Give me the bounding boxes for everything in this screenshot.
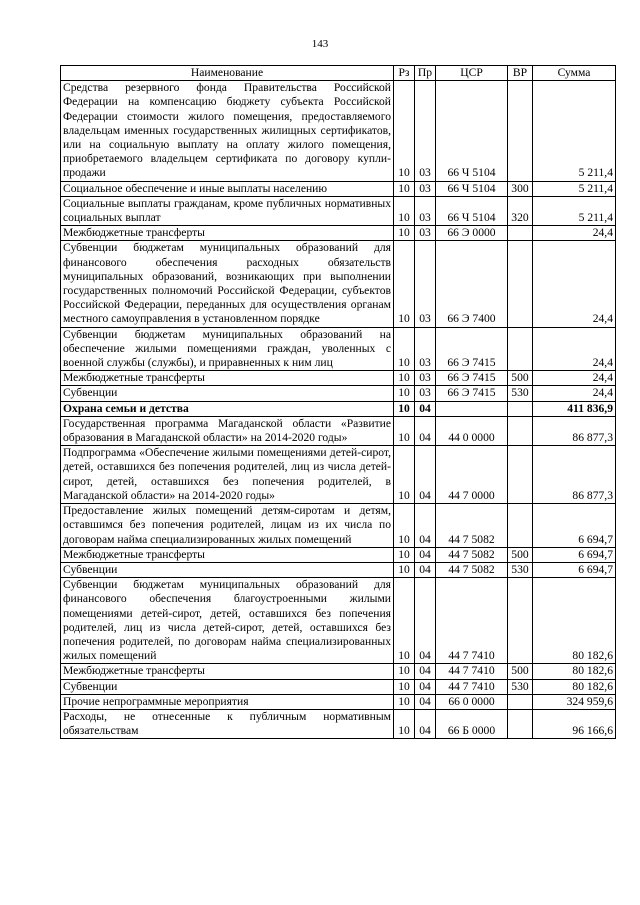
row-name-cell: Субвенции bbox=[61, 562, 394, 577]
table-row bbox=[61, 327, 616, 371]
row-pr-cell: 03 bbox=[415, 386, 436, 401]
row-vr-cell: 530 bbox=[508, 562, 533, 577]
row-name-cell: Прочие непрограммные мероприятия bbox=[61, 694, 394, 709]
table-row bbox=[61, 547, 616, 562]
row-vr-cell: 530 bbox=[508, 386, 533, 401]
row-sum-cell: 24,4 bbox=[533, 226, 616, 241]
row-csr-cell: 66 Ч 5104 bbox=[436, 81, 508, 181]
row-rz-cell: 10 bbox=[394, 401, 415, 416]
row-csr-cell: 44 7 5082 bbox=[436, 562, 508, 577]
row-name-cell: Субвенции бюджетам муниципальных образований для финансового обеспечения благоустроенными жилыми помещениями детей-сирот, детей, оставшихся без попечения родителей, лиц из числа детей-сирот, детей, оставшихся без попечения родителей, по договорам найма специализированных жилых помещений bbox=[61, 578, 394, 664]
row-csr-cell: 66 Э 7415 bbox=[436, 327, 508, 371]
table-row bbox=[61, 416, 616, 445]
row-rz-cell: 10 bbox=[394, 562, 415, 577]
row-name-cell: Субвенции бюджетам муниципальных образований для финансового обеспечения расходных обязательств муниципальных образований, возникающих при выполнении государственных полномочий Российской Федерации, субъектов Российской Федерации, переданных для осуществления органам местного самоуправления в установленном порядке bbox=[61, 241, 394, 327]
table-row bbox=[61, 401, 616, 416]
row-csr-cell: 44 7 5082 bbox=[436, 504, 508, 548]
row-rz-cell: 10 bbox=[394, 709, 415, 738]
row-rz-cell: 10 bbox=[394, 446, 415, 504]
row-vr-cell bbox=[508, 401, 533, 416]
row-pr-cell: 03 bbox=[415, 371, 436, 386]
budget-table bbox=[60, 65, 616, 739]
row-sum-cell: 24,4 bbox=[533, 371, 616, 386]
row-sum-cell: 24,4 bbox=[533, 241, 616, 327]
row-sum-cell: 6 694,7 bbox=[533, 547, 616, 562]
table-row bbox=[61, 226, 616, 241]
row-name-cell: Охрана семьи и детства bbox=[61, 401, 394, 416]
row-csr-cell: 66 Э 7400 bbox=[436, 241, 508, 327]
row-rz-cell: 10 bbox=[394, 327, 415, 371]
table-row bbox=[61, 81, 616, 181]
row-vr-cell bbox=[508, 578, 533, 664]
table-row bbox=[61, 578, 616, 664]
row-rz-cell: 10 bbox=[394, 386, 415, 401]
row-pr-cell: 04 bbox=[415, 446, 436, 504]
row-sum-cell: 324 959,6 bbox=[533, 694, 616, 709]
row-name-cell: Социальное обеспечение и иные выплаты населению bbox=[61, 181, 394, 196]
row-name-cell: Субвенции bbox=[61, 679, 394, 694]
row-pr-cell: 04 bbox=[415, 664, 436, 679]
row-vr-cell bbox=[508, 504, 533, 548]
row-pr-cell: 03 bbox=[415, 241, 436, 327]
row-name-cell: Субвенции bbox=[61, 386, 394, 401]
row-pr-cell: 04 bbox=[415, 401, 436, 416]
row-sum-cell: 96 166,6 bbox=[533, 709, 616, 738]
row-pr-cell: 04 bbox=[415, 547, 436, 562]
row-name-cell: Межбюджетные трансферты bbox=[61, 226, 394, 241]
row-csr-cell: 44 7 5082 bbox=[436, 547, 508, 562]
row-name-cell: Средства резервного фонда Правительства Российской Федерации на компенсацию бюджету субъекта Российской Федерации стоимости жилого помещения, предоставляемого владельцам именных государственных жилищных сертификатов, или на социальную выплату на оплату жилого помещения, приобретаемого владельцем сертификата по договору купли-продажи bbox=[61, 81, 394, 181]
row-pr-cell: 03 bbox=[415, 327, 436, 371]
row-pr-cell: 03 bbox=[415, 226, 436, 241]
row-name-cell: Субвенции бюджетам муниципальных образований на обеспечение жилыми помещениями граждан, уволенных с военной службы (службы), и приравненных к ним лиц bbox=[61, 327, 394, 371]
row-csr-cell: 66 Ч 5104 bbox=[436, 181, 508, 196]
row-pr-cell: 04 bbox=[415, 578, 436, 664]
row-pr-cell: 04 bbox=[415, 562, 436, 577]
row-csr-cell: 44 0 0000 bbox=[436, 416, 508, 445]
table-row bbox=[61, 664, 616, 679]
table-row bbox=[61, 386, 616, 401]
row-csr-cell: 66 0 0000 bbox=[436, 694, 508, 709]
row-rz-cell: 10 bbox=[394, 416, 415, 445]
row-sum-cell: 6 694,7 bbox=[533, 504, 616, 548]
row-vr-cell: 300 bbox=[508, 181, 533, 196]
table-row bbox=[61, 371, 616, 386]
table-row bbox=[61, 241, 616, 327]
table-row bbox=[61, 694, 616, 709]
row-pr-cell: 04 bbox=[415, 694, 436, 709]
row-pr-cell: 03 bbox=[415, 196, 436, 225]
row-name-cell: Межбюджетные трансферты bbox=[61, 371, 394, 386]
row-name-cell: Государственная программа Магаданской области «Развитие образования в Магаданской области» на 2014-2020 годы» bbox=[61, 416, 394, 445]
row-name-cell: Предоставление жилых помещений детям-сиротам и детям, оставшимся без попечения родителей, лицам из их числа по договорам найма специализированных жилых помещений bbox=[61, 504, 394, 548]
row-rz-cell: 10 bbox=[394, 371, 415, 386]
table-body bbox=[61, 81, 616, 739]
row-pr-cell: 03 bbox=[415, 181, 436, 196]
row-sum-cell: 86 877,3 bbox=[533, 446, 616, 504]
row-name-cell: Социальные выплаты гражданам, кроме публичных нормативных социальных выплат bbox=[61, 196, 394, 225]
row-sum-cell: 411 836,9 bbox=[533, 401, 616, 416]
row-rz-cell: 10 bbox=[394, 196, 415, 225]
row-sum-cell: 80 182,6 bbox=[533, 578, 616, 664]
row-sum-cell: 24,4 bbox=[533, 327, 616, 371]
row-sum-cell: 24,4 bbox=[533, 386, 616, 401]
row-rz-cell: 10 bbox=[394, 694, 415, 709]
row-sum-cell: 5 211,4 bbox=[533, 181, 616, 196]
row-pr-cell: 04 bbox=[415, 709, 436, 738]
row-pr-cell: 04 bbox=[415, 504, 436, 548]
row-vr-cell bbox=[508, 81, 533, 181]
row-csr-cell: 66 Э 0000 bbox=[436, 226, 508, 241]
row-sum-cell: 6 694,7 bbox=[533, 562, 616, 577]
row-vr-cell: 500 bbox=[508, 371, 533, 386]
row-pr-cell: 04 bbox=[415, 679, 436, 694]
row-csr-cell: 44 7 7410 bbox=[436, 578, 508, 664]
row-vr-cell: 500 bbox=[508, 547, 533, 562]
table-row bbox=[61, 679, 616, 694]
row-sum-cell: 86 877,3 bbox=[533, 416, 616, 445]
row-sum-cell: 80 182,6 bbox=[533, 679, 616, 694]
row-sum-cell: 5 211,4 bbox=[533, 81, 616, 181]
table-row bbox=[61, 504, 616, 548]
header-sum: Сумма bbox=[533, 66, 616, 81]
row-csr-cell: 66 Э 7415 bbox=[436, 386, 508, 401]
row-name-cell: Межбюджетные трансферты bbox=[61, 547, 394, 562]
row-vr-cell bbox=[508, 226, 533, 241]
row-rz-cell: 10 bbox=[394, 504, 415, 548]
row-rz-cell: 10 bbox=[394, 664, 415, 679]
row-vr-cell: 500 bbox=[508, 664, 533, 679]
row-name-cell: Межбюджетные трансферты bbox=[61, 664, 394, 679]
row-csr-cell: 66 Э 7415 bbox=[436, 371, 508, 386]
table-row bbox=[61, 709, 616, 738]
row-name-cell: Подпрограмма «Обеспечение жилыми помещениями детей-сирот, детей, оставшихся без попечения родителей, лиц из числа детей-сирот, детей, оставшихся без попечения родителей, в Магаданской области» на 2014-2020 годы» bbox=[61, 446, 394, 504]
row-rz-cell: 10 bbox=[394, 181, 415, 196]
row-csr-cell: 44 7 7410 bbox=[436, 679, 508, 694]
header-name: Наименование bbox=[61, 66, 394, 81]
row-vr-cell bbox=[508, 694, 533, 709]
row-vr-cell bbox=[508, 709, 533, 738]
row-sum-cell: 5 211,4 bbox=[533, 196, 616, 225]
row-pr-cell: 04 bbox=[415, 416, 436, 445]
row-rz-cell: 10 bbox=[394, 226, 415, 241]
table-header-row bbox=[61, 66, 616, 81]
table-row bbox=[61, 562, 616, 577]
row-sum-cell: 80 182,6 bbox=[533, 664, 616, 679]
row-vr-cell: 320 bbox=[508, 196, 533, 225]
row-csr-cell bbox=[436, 401, 508, 416]
header-vr: ВР bbox=[508, 66, 533, 81]
row-rz-cell: 10 bbox=[394, 81, 415, 181]
row-vr-cell bbox=[508, 241, 533, 327]
row-csr-cell: 66 Б 0000 bbox=[436, 709, 508, 738]
row-csr-cell: 66 Ч 5104 bbox=[436, 196, 508, 225]
table-row bbox=[61, 196, 616, 225]
row-name-cell: Расходы, не отнесенные к публичным нормативным обязательствам bbox=[61, 709, 394, 738]
table-row bbox=[61, 446, 616, 504]
row-rz-cell: 10 bbox=[394, 578, 415, 664]
row-rz-cell: 10 bbox=[394, 547, 415, 562]
row-vr-cell: 530 bbox=[508, 679, 533, 694]
row-csr-cell: 44 7 0000 bbox=[436, 446, 508, 504]
row-vr-cell bbox=[508, 416, 533, 445]
row-vr-cell bbox=[508, 446, 533, 504]
page-number: 143 bbox=[311, 38, 329, 50]
header-pr: Пр bbox=[415, 66, 436, 81]
row-vr-cell bbox=[508, 327, 533, 371]
table-row bbox=[61, 181, 616, 196]
header-csr: ЦСР bbox=[436, 66, 508, 81]
row-rz-cell: 10 bbox=[394, 241, 415, 327]
row-csr-cell: 44 7 7410 bbox=[436, 664, 508, 679]
row-pr-cell: 03 bbox=[415, 81, 436, 181]
row-rz-cell: 10 bbox=[394, 679, 415, 694]
header-rz: Рз bbox=[394, 66, 415, 81]
